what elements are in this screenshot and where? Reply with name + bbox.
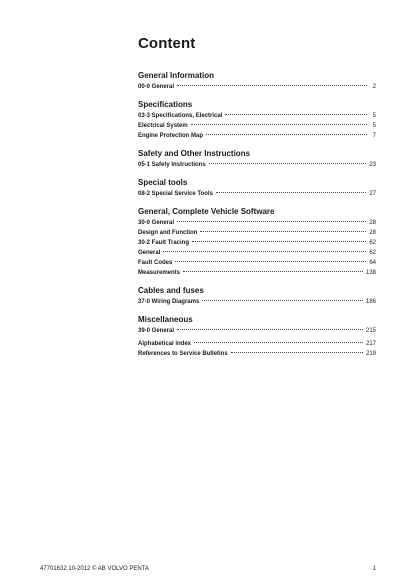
dot-leader xyxy=(202,300,363,301)
toc-entry[interactable] xyxy=(138,326,376,336)
dot-leader xyxy=(192,241,366,242)
toc-entry[interactable] xyxy=(138,111,376,121)
toc-entry[interactable] xyxy=(138,121,376,131)
toc-entry-label: Fault Codes xyxy=(138,260,173,266)
dot-leader xyxy=(209,163,367,164)
table-of-contents xyxy=(138,70,376,366)
toc-entry[interactable] xyxy=(138,268,376,278)
toc-entry[interactable] xyxy=(138,228,376,238)
toc-section-heading: General, Complete Vehicle Software xyxy=(138,207,275,216)
toc-entry-page: 27 xyxy=(369,191,376,197)
toc-entry-label: 03-3 Specifications, Electrical xyxy=(138,113,223,119)
toc-section-specifications xyxy=(138,99,376,141)
footer-publication-info: 47701632 10-2012 © AB VOLVO PENTA xyxy=(40,566,149,572)
toc-entry-page: 138 xyxy=(365,270,376,276)
toc-entry[interactable] xyxy=(138,218,376,228)
toc-entry[interactable] xyxy=(138,238,376,248)
toc-entry-label: 30-0 General xyxy=(138,220,175,226)
dot-leader xyxy=(177,329,363,330)
toc-entry-label: Electrical System xyxy=(138,123,188,129)
toc-entry[interactable] xyxy=(138,339,376,349)
toc-section-heading: Specifications xyxy=(138,100,193,109)
toc-entry-page: 28 xyxy=(369,230,376,236)
dot-leader xyxy=(200,231,366,232)
footer-page-number: 1 xyxy=(372,566,376,572)
toc-section-miscellaneous xyxy=(138,314,376,359)
toc-entry-page: 217 xyxy=(365,341,376,347)
toc-entry-page: 186 xyxy=(365,299,376,305)
toc-section-heading: Cables and fuses xyxy=(138,286,204,295)
toc-entry-label: 30-2 Fault Tracing xyxy=(138,240,190,246)
toc-entry[interactable] xyxy=(138,248,376,258)
toc-entry-page: 62 xyxy=(369,250,376,256)
dot-leader xyxy=(231,352,363,353)
toc-entry-page: 64 xyxy=(369,260,376,266)
toc-section-cables-fuses xyxy=(138,285,376,307)
dot-leader xyxy=(216,192,366,193)
toc-section-vehicle-software xyxy=(138,206,376,278)
toc-entry-page: 28 xyxy=(369,220,376,226)
dot-leader xyxy=(177,85,367,86)
toc-section-special-tools xyxy=(138,177,376,199)
toc-entry-page: 7 xyxy=(372,133,376,139)
dot-leader xyxy=(206,134,367,135)
toc-entry-label: 08-2 Special Service Tools xyxy=(138,191,213,197)
toc-entry[interactable] xyxy=(138,131,376,141)
toc-entry-page: 2 xyxy=(372,84,376,90)
dot-leader xyxy=(225,114,367,115)
toc-entry-page: 5 xyxy=(372,123,376,129)
toc-entry-label: Design and Function xyxy=(138,230,198,236)
toc-section-heading: Miscellaneous xyxy=(138,315,193,324)
toc-section-heading: Special tools xyxy=(138,178,188,187)
dot-leader xyxy=(191,124,367,125)
toc-entry-page: 5 xyxy=(372,113,376,119)
toc-entry-page: 219 xyxy=(365,351,376,357)
dot-leader xyxy=(163,251,366,252)
toc-entry-label: Alphabetical index xyxy=(138,341,192,347)
toc-entry[interactable] xyxy=(138,82,376,92)
toc-entry-label: References to Service Bulletins xyxy=(138,351,228,357)
toc-entry-label: 37-0 Wiring Diagrams xyxy=(138,299,200,305)
toc-section-safety xyxy=(138,148,376,170)
toc-entry-label: General xyxy=(138,250,161,256)
dot-leader xyxy=(175,261,366,262)
toc-entry-label: Measurements xyxy=(138,270,181,276)
dot-leader xyxy=(194,342,363,343)
toc-entry-label: 00-0 General xyxy=(138,84,175,90)
toc-entry[interactable] xyxy=(138,160,376,170)
toc-section-heading: Safety and Other Instructions xyxy=(138,149,251,158)
dot-leader xyxy=(183,271,363,272)
toc-section-heading: General Information xyxy=(138,71,215,80)
toc-entry-label: Engine Protection Map xyxy=(138,133,204,139)
toc-entry-page: 215 xyxy=(365,328,376,334)
toc-entry-page: 62 xyxy=(369,240,376,246)
toc-entry-page: 23 xyxy=(369,162,376,168)
toc-entry[interactable] xyxy=(138,189,376,199)
toc-entry-label: 05-1 Safety Instructions xyxy=(138,162,206,168)
toc-entry-label: 39-0 General xyxy=(138,328,175,334)
toc-entry[interactable] xyxy=(138,297,376,307)
toc-entry[interactable] xyxy=(138,349,376,359)
dot-leader xyxy=(177,221,366,222)
page-title: Content xyxy=(138,35,196,52)
toc-section-general-information xyxy=(138,70,376,92)
toc-entry[interactable] xyxy=(138,258,376,268)
